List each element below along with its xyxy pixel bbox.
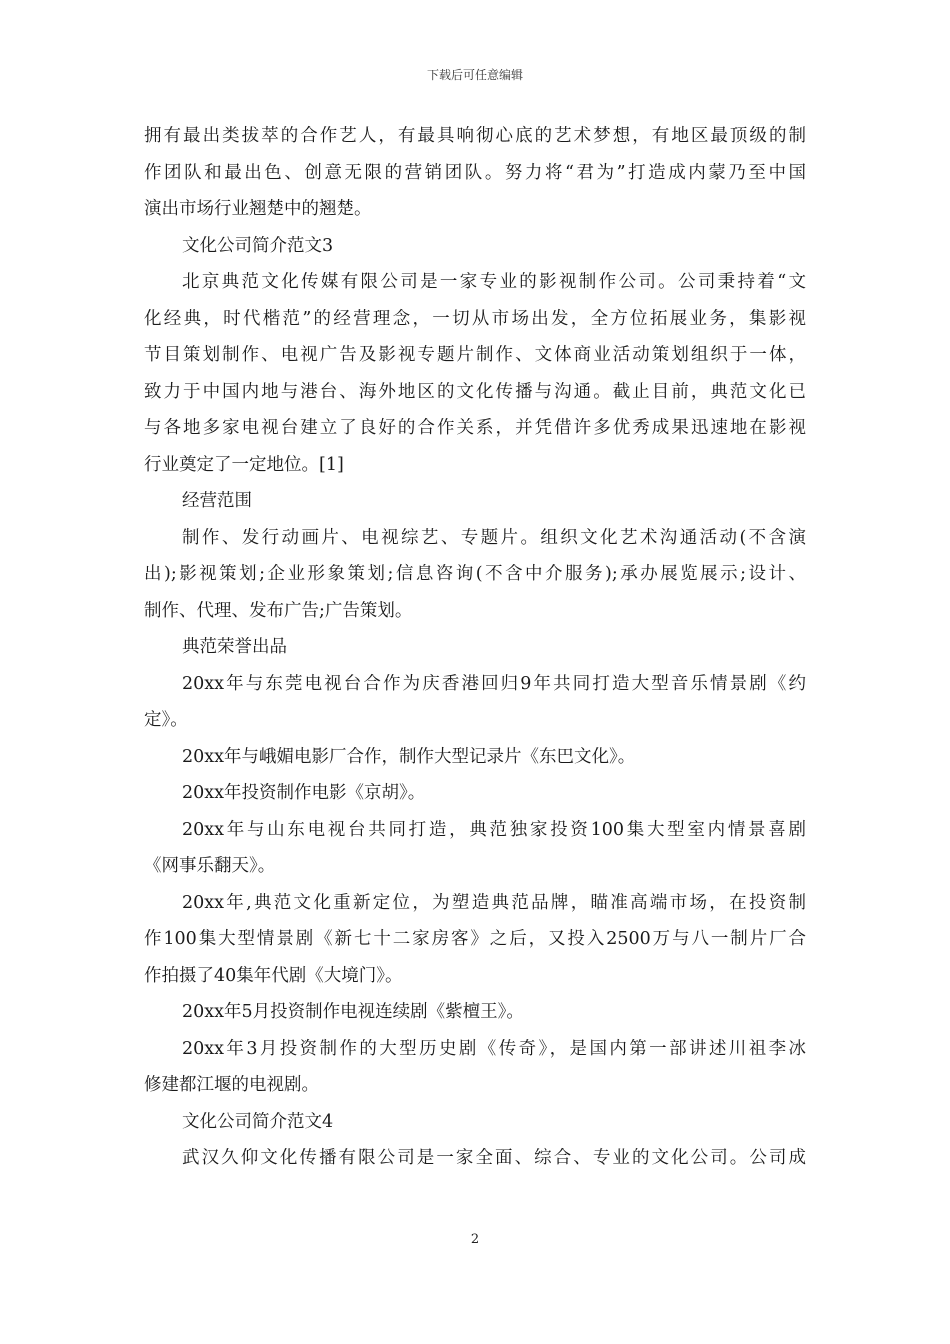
text-line: 20xx年与山东电视台共同打造，典范独家投资100集大型室内情景喜剧 — [182, 819, 806, 840]
text-line: 修建都江堰的电视剧。 — [144, 1075, 319, 1095]
text-line: 演出市场行业翘楚中的翘楚。 — [144, 199, 372, 219]
text-line: 出);影视策划;企业形象策划;信息咨询(不含中介服务);承办展览展示;设计、 — [144, 564, 806, 584]
page-header: 下载后可任意编辑 — [426, 68, 523, 82]
text-line: 20xx年投资制作电影《京胡》。 — [182, 783, 426, 803]
document-body — [144, 118, 806, 1177]
text-line: 作100集大型情景剧《新七十二家房客》之后，又投入2500万与八一制片厂合 — [144, 929, 806, 949]
text-line: 化经典，时代楷范”的经营理念，一切从市场出发，全方位拓展业务，集影视 — [144, 308, 806, 329]
text-line: 作拍摄了40集年代剧《大境门》。 — [144, 965, 403, 986]
text-line: 20xx年3月投资制作的大型历史剧《传奇》，是国内第一部讲述川祖李冰 — [182, 1038, 806, 1059]
page-number: 2 — [470, 1232, 480, 1247]
text-line: 行业奠定了一定地位。[1] — [144, 454, 344, 475]
text-line: 典范荣誉出品 — [182, 637, 287, 657]
text-line: 制作、代理、发布广告;广告策划。 — [144, 600, 413, 621]
text-line: 20xx年5月投资制作电视连续剧《紫檀王》。 — [182, 1002, 524, 1022]
text-line: 20xx年,典范文化重新定位，为塑造典范品牌，瞄准高端市场，在投资制 — [182, 892, 806, 913]
text-line: 文化公司简介范文4 — [182, 1111, 334, 1132]
text-line: 20xx年与峨媚电影厂合作，制作大型记录片《东巴文化》。 — [182, 746, 636, 767]
text-line: 《网事乐翻天》。 — [144, 856, 276, 876]
text-line: 文化公司简介范文3 — [182, 235, 334, 256]
text-line: 20xx年与东莞电视台合作为庆香港回归9年共同打造大型音乐情景剧《约 — [182, 673, 806, 694]
text-line: 拥有最出类拔萃的合作艺人，有最具响彻心底的艺术梦想，有地区最顶级的制 — [144, 126, 806, 146]
text-line: 节目策划制作、电视广告及影视专题片制作、文体商业活动策划组织于一体， — [144, 345, 806, 365]
text-line: 定》。 — [144, 710, 188, 730]
text-line: 与各地多家电视台建立了良好的合作关系，并凭借许多优秀成果迅速地在影视 — [144, 418, 806, 438]
text-line: 致力于中国内地与港台、海外地区的文化传播与沟通。截止目前，典范文化已 — [144, 381, 806, 402]
text-line: 制作、发行动画片、电视综艺、专题片。组织文化艺术沟通活动(不含演 — [182, 527, 806, 548]
text-line: 经营范围 — [182, 491, 252, 511]
text-line: 北京典范文化传媒有限公司是一家专业的影视制作公司。公司秉持着“文 — [182, 272, 806, 292]
text-line: 作团队和最出色、创意无限的营销团队。努力将“君为”打造成内蒙乃至中国 — [144, 162, 806, 183]
text-line: 武汉久仰文化传播有限公司是一家全面、综合、专业的文化公司。公司成 — [182, 1148, 806, 1168]
